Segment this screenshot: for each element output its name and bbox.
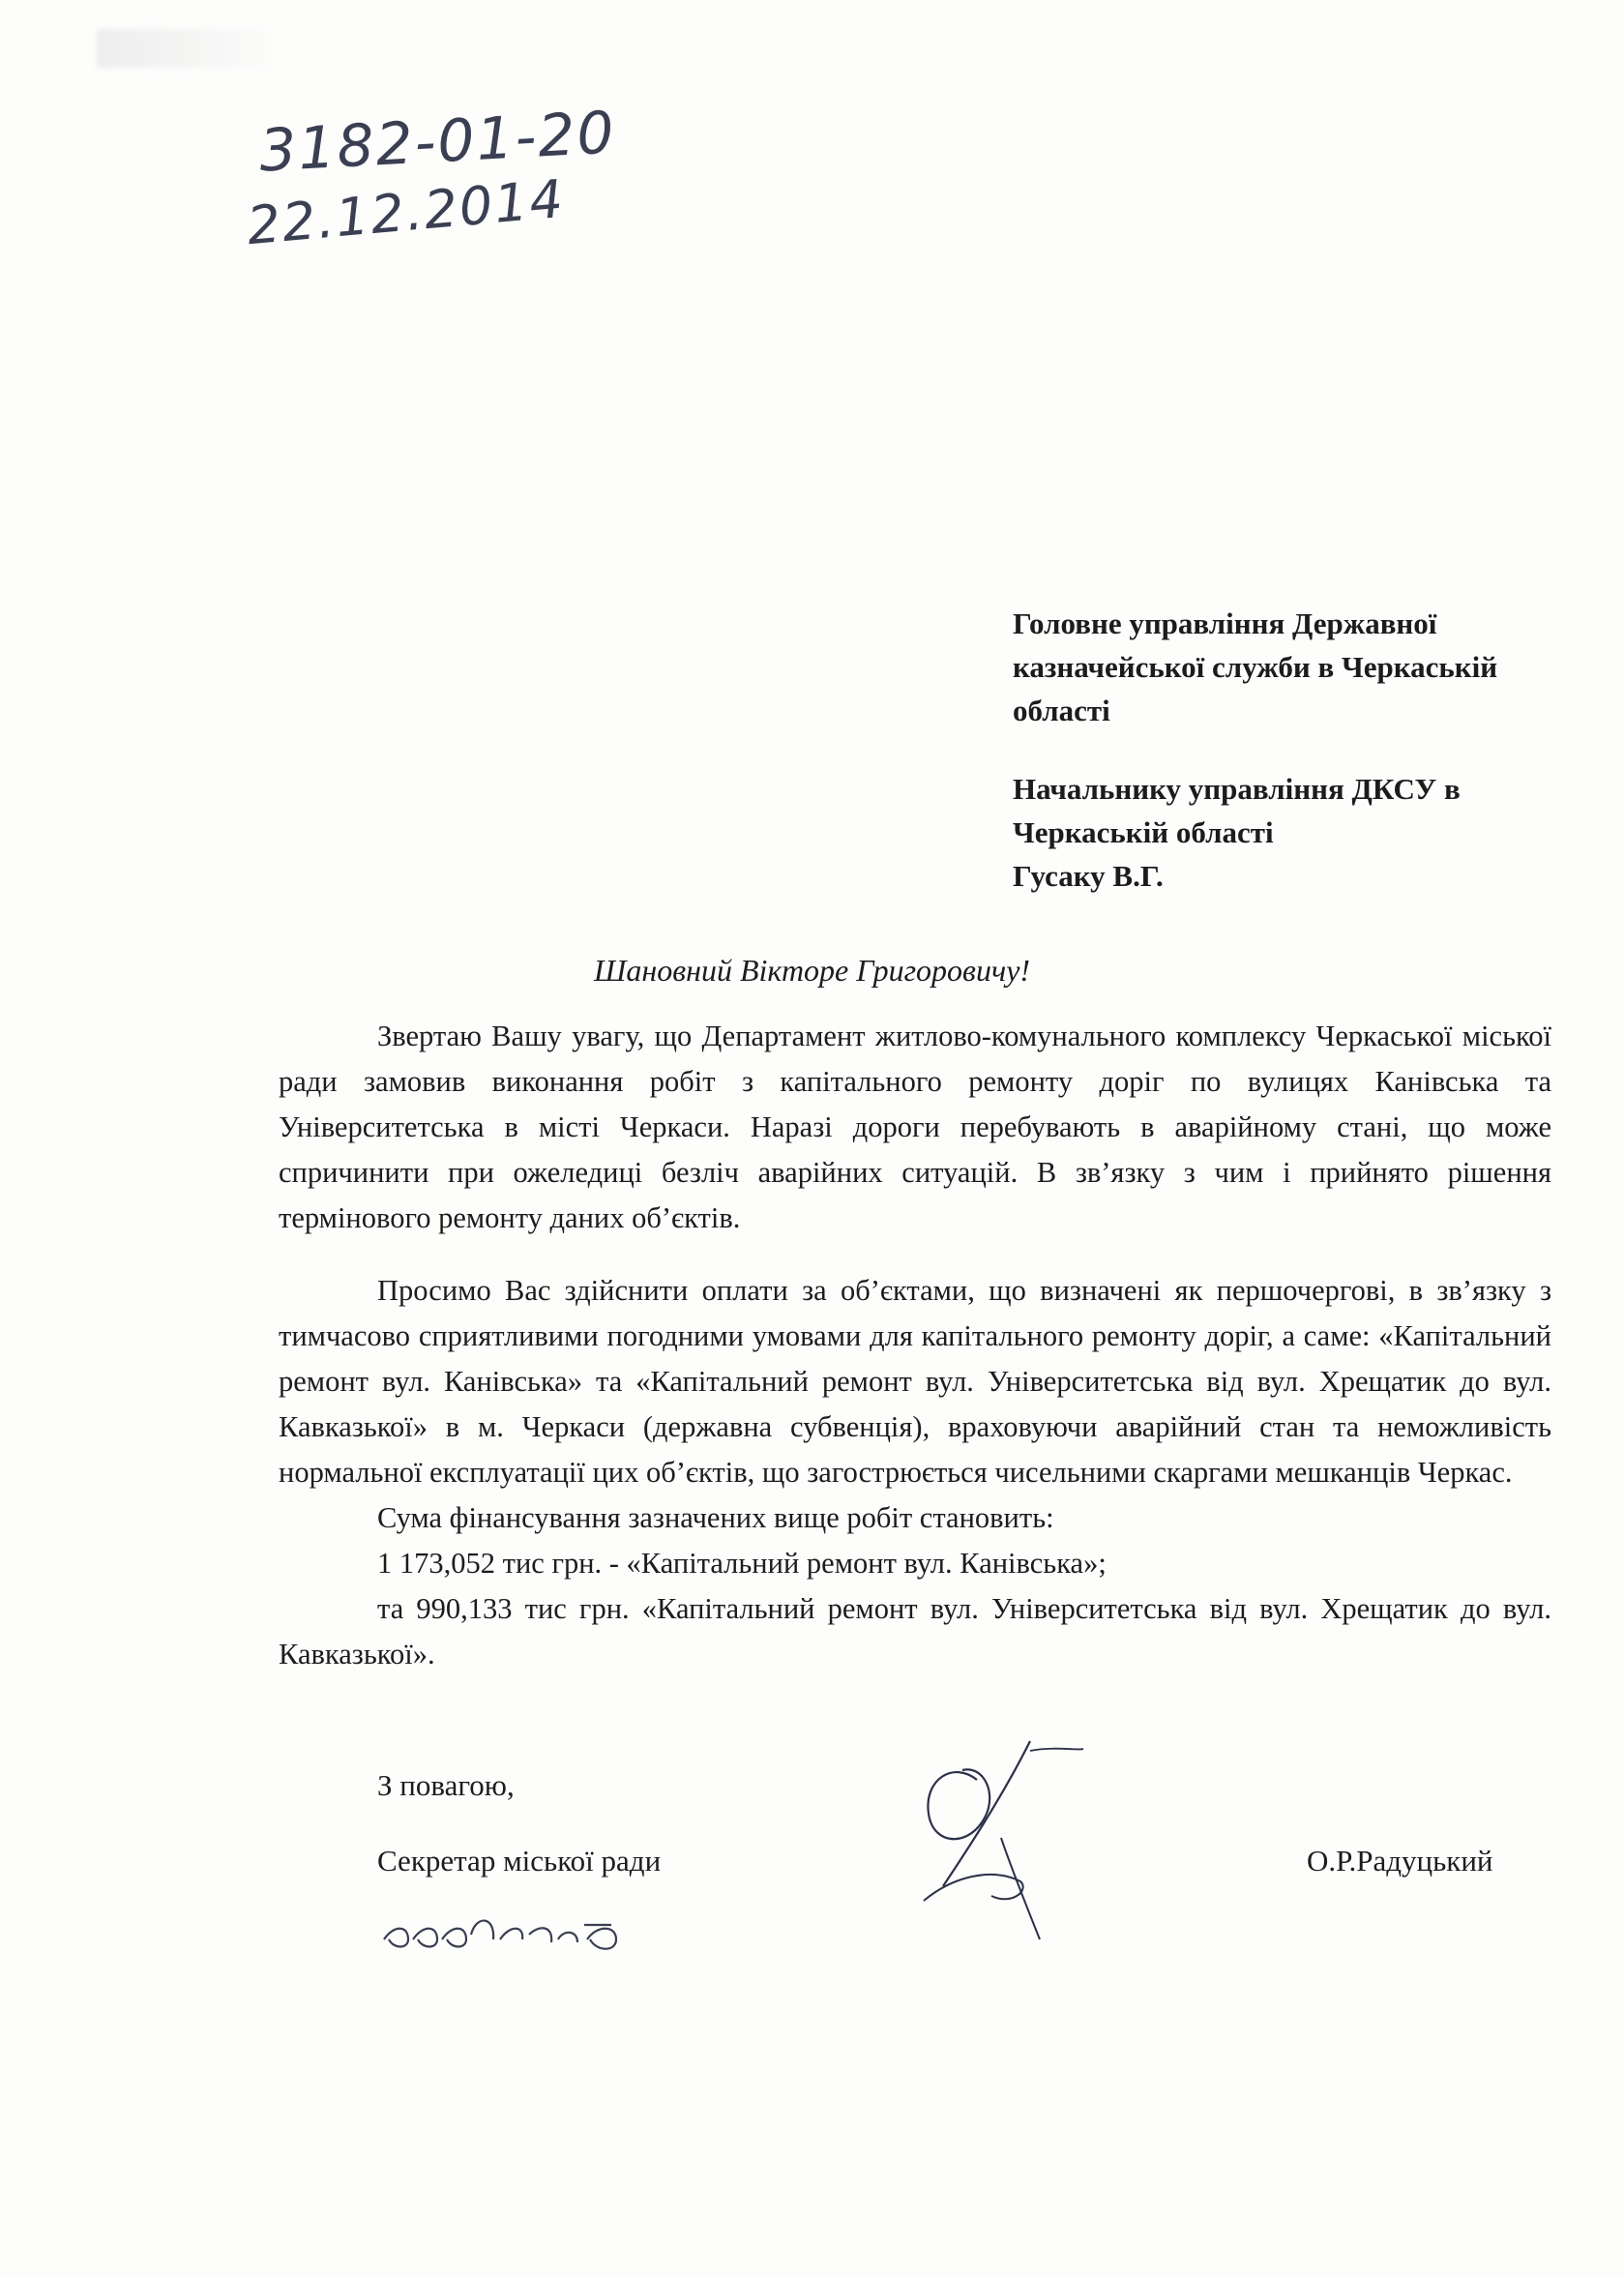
handwritten-date: 22.12.2014 <box>244 167 568 257</box>
addressee-organization-line: Головне управління Державної <box>1013 606 1437 640</box>
executor-handwritten-note <box>379 1896 650 1964</box>
handwritten-registration-number: 3182-01-20 <box>257 99 618 186</box>
body-paragraph: Просимо Вас здійснити оплати за об’єктами, що визначені як першочергові, в зв’язку з тимчасово сприятливими погодними умовами для капітального ремонту доріг, а саме: «Капітальний ремонт вул. Канівська» та «Капітальний ремонт вул. Університетська від вул. Хрещатик до вул. Кавказької» в м. Черкаси (державна субвенція), враховуючи аварійний стан та неможливість нормальної експлуатації цих об’єктів, що загострюється чисельними скаргами мешканців Черкас. <box>279 1274 1551 1489</box>
addressee-recipient-line: Начальнику управління ДКСУ в <box>1013 772 1461 806</box>
salutation: Шановний Вікторе Григоровичу! <box>593 953 1031 988</box>
addressee-organization-line: казначейської служби в Черкаській <box>1013 650 1498 684</box>
funding-intro: Сума фінансування зазначених вище робіт становить: <box>377 1501 1054 1534</box>
signature-scribble <box>885 1722 1088 1944</box>
addressee-block <box>1013 602 1554 898</box>
addressee-recipient-line: Гусаку В.Г. <box>1013 859 1164 893</box>
addressee-organization-line: області <box>1013 694 1110 727</box>
closing: З повагою, <box>377 1768 515 1802</box>
addressee-recipient <box>1013 767 1554 898</box>
addressee-recipient-line: Черкаській області <box>1013 815 1274 849</box>
signatory-name: О.Р.Радуцький <box>1307 1844 1493 1878</box>
scan-artifact <box>97 29 271 68</box>
funding-line: та 990,133 тис грн. «Капітальний ремонт вул. Університетська від вул. Хрещатик до вул. Кавказької». <box>279 1592 1551 1671</box>
addressee-organization <box>1013 602 1554 732</box>
body-paragraph: Звертаю Вашу увагу, що Департамент житлово-комунального комплексу Черкаської міської ради замовив виконання робіт з капітального ремонту доріг по вулицях Канівська та Університетська в місті Черкаси. Наразі дороги перебувають в аварійному стані, що може спричинити при ожеледиці безліч аварійних ситуацій. В зв’язку з чим і прийнято рішення термінового ремонту даних об’єктів. <box>279 1020 1551 1234</box>
signatory-position: Секретар міської ради <box>377 1844 662 1878</box>
letter-body <box>279 1014 1551 1677</box>
funding-line: 1 173,052 тис грн. - «Капітальний ремонт вул. Канівська»; <box>377 1547 1107 1580</box>
